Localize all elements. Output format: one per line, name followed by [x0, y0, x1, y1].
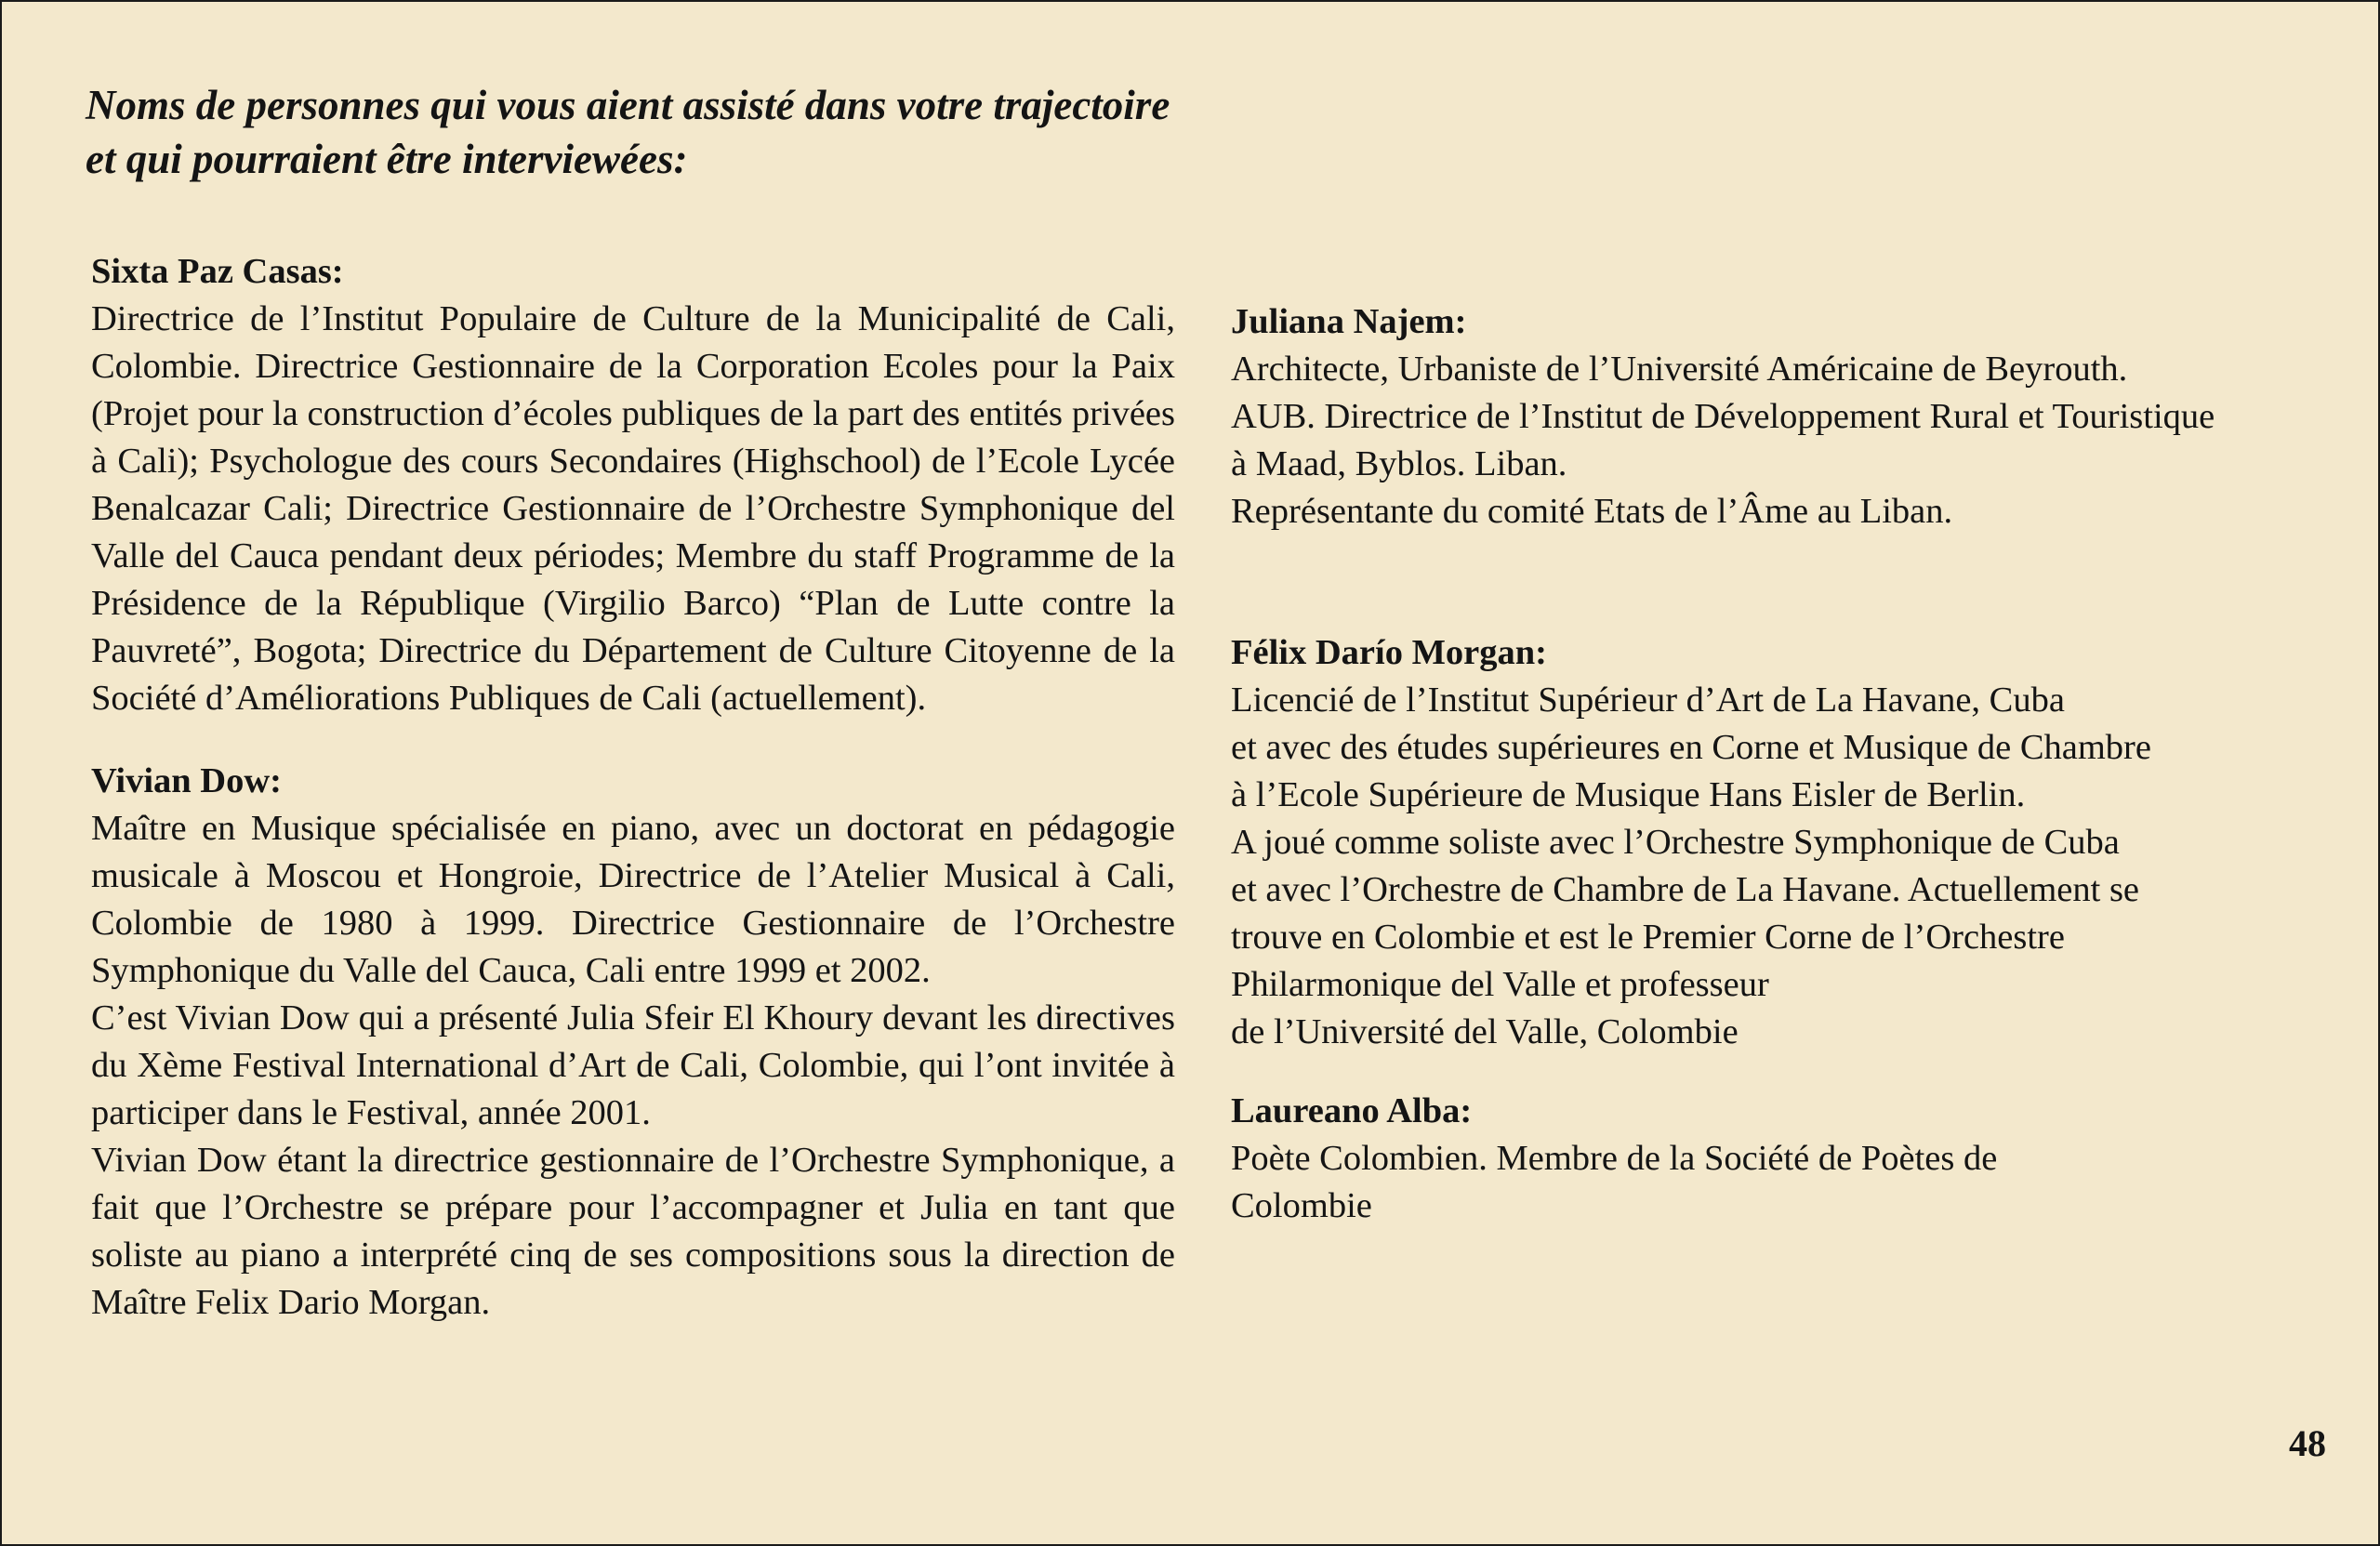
page-number: 48: [2289, 1422, 2326, 1464]
bio-line: à Maad, Byblos. Liban.: [1231, 444, 1567, 483]
bio-line: Philarmonique del Valle et professeur: [1231, 965, 1769, 1004]
bio-line: A joué comme soliste avec l’Orchestre Symphonique de Cuba: [1231, 823, 2120, 862]
page-title: [86, 78, 1480, 186]
bio-line: Licencié de l’Institut Supérieur d’Art de La Havane, Cuba: [1231, 681, 2065, 720]
bio-line: à l’Ecole Supérieure de Musique Hans Eisler de Berlin.: [1231, 775, 2026, 814]
person-name-vivian: Vivian Dow:: [91, 761, 282, 800]
person-bio-sixta: Directrice de l’Institut Populaire de Culture de la Municipalité de Cali, Colombie. Directrice Gestionnaire de la Corporation Ecoles pour la Paix (Projet pour la construction d’écoles publiques de la part des entités privées à Cali); Psychologue des cours Secondaires (Highschool) de l’Ecole Lycée Benalcazar Cali; Directrice Gestionnaire de l’Orchestre Symphonique del Valle del Cauca pendant deux périodes; Membre du staff Programme de la Présidence de la République (Virgilio Barco) “Plan de Lutte contre la Pauvreté”, Bogota; Directrice du Département de Culture Citoyenne de la Société d’Améliorations Publiques de Cali (actuellement).: [91, 299, 1175, 718]
person-name-sixta: Sixta Paz Casas:: [91, 252, 344, 291]
person-name-laureano: Laureano Alba:: [1231, 1091, 1473, 1130]
bio-line: Architecte, Urbaniste de l’Université Américaine de Beyrouth.: [1231, 350, 2128, 389]
title-line-2: et qui pourraient être interviewées:: [86, 136, 688, 182]
left-column: [91, 248, 1175, 1327]
title-line-1: Noms de personnes qui vous aient assisté dans votre trajectoire: [86, 82, 1170, 128]
bio-line: et avec des études supérieures en Corne et Musique de Chambre: [1231, 728, 2151, 767]
bio-line: AUB. Directrice de l’Institut de Développement Rural et Touristique: [1231, 397, 2215, 436]
right-column: [1231, 298, 2347, 1230]
person-name-juliana: Juliana Najem:: [1231, 302, 1467, 341]
person-name-felix: Félix Darío Morgan:: [1231, 633, 1547, 672]
bio-line: Poète Colombien. Membre de la Société de Poètes de: [1231, 1139, 1998, 1178]
bio-line: et avec l’Orchestre de Chambre de La Havane. Actuellement se: [1231, 870, 2140, 909]
person-bio-vivian-para-1: Maître en Musique spécialisée en piano, avec un doctorat en pédagogie musicale à Moscou et Hongroie, Directrice de l’Atelier Musical à Cali, Colombie de 1980 à 1999. Directrice Gestionnaire de l’Orchestre Symphonique du Valle del Cauca, Cali entre 1999 et 2002.: [91, 809, 1175, 990]
bio-line: Colombie: [1231, 1186, 1372, 1225]
bio-line: de l’Université del Valle, Colombie: [1231, 1012, 1739, 1051]
person-bio-vivian-para-3: Vivian Dow étant la directrice gestionnaire de l’Orchestre Symphonique, a fait que l’Orchestre se prépare pour l’accompagner et Julia en tant que soliste au piano a interprété cinq de ses compositions sous la direction de Maître Felix Dario Morgan.: [91, 1141, 1175, 1322]
bio-line: Représentante du comité Etats de l’Âme au Liban.: [1231, 492, 1953, 531]
person-bio-vivian-para-2: C’est Vivian Dow qui a présenté Julia Sfeir El Khoury devant les directives du Xème Festival International d’Art de Cali, Colombie, qui l’ont invitée à participer dans le Festival, année 2001.: [91, 998, 1175, 1132]
bio-line: trouve en Colombie et est le Premier Corne de l’Orchestre: [1231, 918, 2065, 957]
